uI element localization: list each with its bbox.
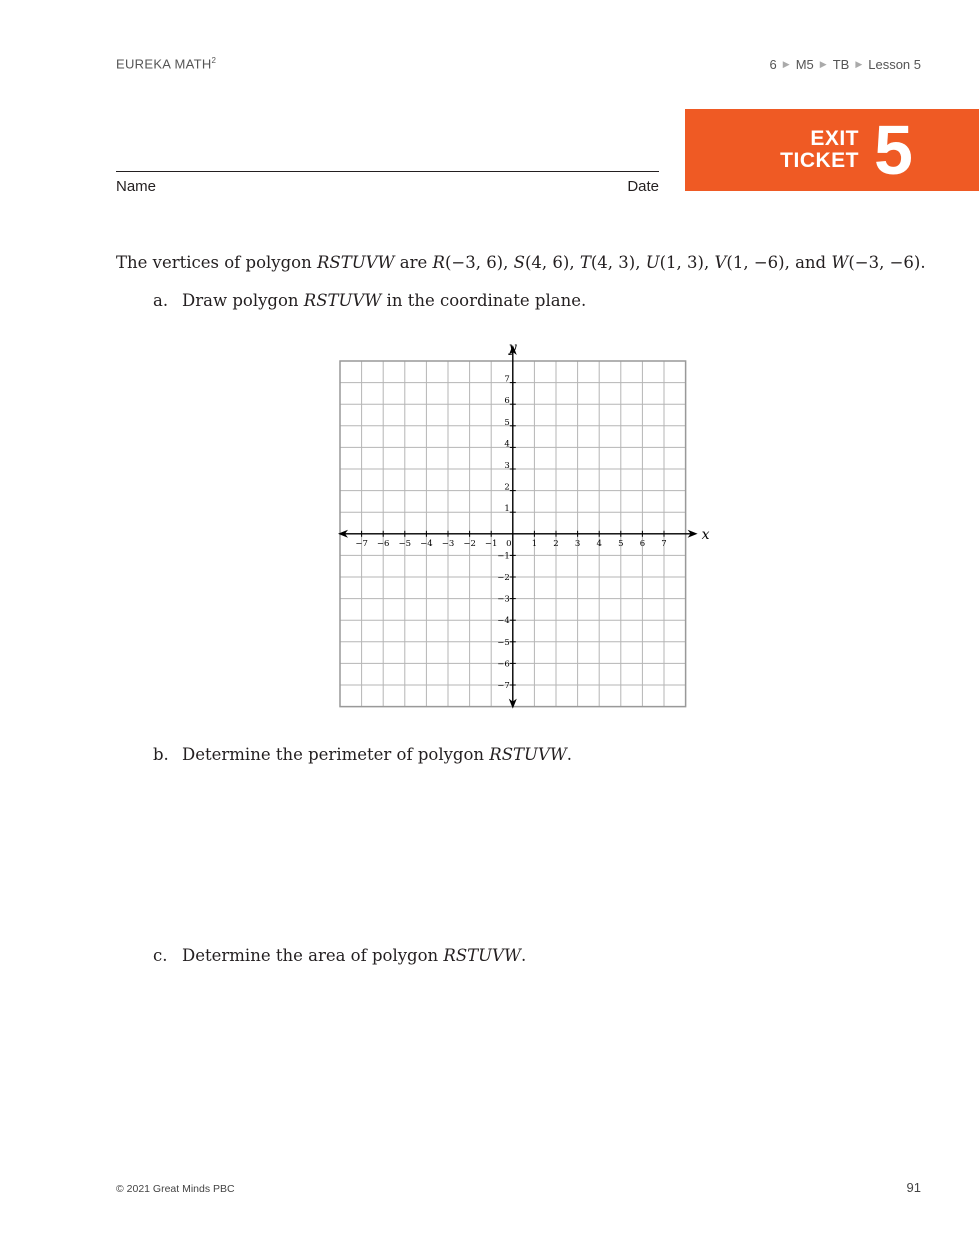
x-tick-label: −6 bbox=[376, 538, 390, 549]
breadcrumb-book: TB bbox=[832, 57, 850, 72]
breadcrumb-separator-icon: ▶ bbox=[782, 59, 790, 69]
y-tick-label: −2 bbox=[497, 573, 510, 583]
intro-text: The vertices of polygon bbox=[116, 253, 317, 272]
x-tick-label: 5 bbox=[618, 538, 624, 549]
separator: . bbox=[920, 253, 926, 272]
breadcrumb-separator-icon: ▶ bbox=[819, 59, 827, 69]
part-text: Draw polygon bbox=[182, 291, 304, 310]
exit-ticket-banner bbox=[685, 109, 979, 191]
exit-ticket-line1: EXIT bbox=[810, 127, 859, 150]
vertex-coord: (1, 3) bbox=[659, 253, 704, 272]
x-tick-label: 0 bbox=[506, 538, 512, 549]
vertex-coord: (4, 6) bbox=[524, 253, 570, 272]
y-tick-label: −4 bbox=[497, 616, 510, 627]
name-date-line[interactable] bbox=[116, 171, 659, 172]
breadcrumb-module: M5 bbox=[795, 57, 814, 72]
separator: , bbox=[569, 253, 580, 272]
y-tick-label: −5 bbox=[497, 637, 510, 648]
part-text: . bbox=[566, 745, 573, 764]
x-tick-label: −1 bbox=[484, 538, 498, 549]
part-letter: a. bbox=[153, 291, 169, 310]
polygon-name: RSTUVW bbox=[443, 946, 521, 965]
part-text: Determine the perimeter of polygon bbox=[182, 745, 490, 764]
part-b bbox=[153, 745, 572, 764]
separator: , bbox=[635, 253, 646, 272]
part-a bbox=[153, 291, 586, 310]
part-text: . bbox=[520, 946, 527, 965]
x-tick-label: 6 bbox=[639, 538, 646, 549]
vertex-coord: (1, −6) bbox=[726, 253, 785, 272]
x-tick-label: 1 bbox=[531, 538, 538, 549]
part-text: in the coordinate plane. bbox=[381, 291, 587, 310]
exit-ticket-line2: TICKET bbox=[780, 149, 859, 172]
breadcrumb bbox=[770, 57, 921, 72]
vertex-name: U bbox=[645, 253, 660, 272]
coordinate-plane[interactable] bbox=[330, 338, 710, 716]
x-tick-label: −3 bbox=[441, 538, 455, 549]
x-tick-label: 7 bbox=[661, 538, 667, 549]
breadcrumb-lesson: Lesson 5 bbox=[868, 57, 921, 72]
x-tick-label: −5 bbox=[398, 538, 412, 549]
y-tick-label: 3 bbox=[504, 461, 510, 471]
polygon-name: RSTUVW bbox=[317, 253, 395, 272]
y-tick-label: 5 bbox=[504, 417, 510, 428]
x-tick-label: 4 bbox=[596, 538, 602, 549]
separator: , bbox=[703, 253, 715, 272]
x-tick-label: −4 bbox=[420, 538, 433, 549]
x-tick-label: 2 bbox=[553, 538, 559, 549]
problem-statement bbox=[116, 253, 926, 272]
vertex-coord: (−3, −6) bbox=[848, 253, 921, 272]
separator: , bbox=[503, 253, 514, 272]
x-tick-label: 3 bbox=[574, 538, 581, 549]
vertex-coord: (−3, 6) bbox=[444, 253, 504, 272]
y-tick-label: −7 bbox=[497, 681, 510, 691]
brand-logo bbox=[116, 56, 216, 71]
x-tick-label: −7 bbox=[355, 538, 368, 549]
exit-ticket-number: 5 bbox=[874, 111, 913, 189]
y-axis-label: y bbox=[508, 340, 517, 356]
vertex-coord: (4, 3) bbox=[590, 253, 636, 272]
part-text: Determine the area of polygon bbox=[182, 946, 444, 965]
part-letter: b. bbox=[153, 745, 169, 764]
polygon-name: RSTUVW bbox=[303, 291, 382, 310]
part-c bbox=[153, 946, 526, 965]
y-tick-label: 7 bbox=[504, 374, 510, 385]
breadcrumb-grade: 6 bbox=[769, 57, 777, 72]
y-tick-label: −1 bbox=[497, 551, 510, 562]
x-axis-label: x bbox=[701, 526, 710, 543]
y-tick-label: 4 bbox=[504, 439, 510, 450]
vertex-name: V bbox=[714, 253, 727, 272]
y-tick-label: 1 bbox=[504, 504, 510, 515]
y-tick-label: 2 bbox=[504, 482, 510, 493]
intro-text: are bbox=[394, 253, 433, 272]
y-tick-label: −6 bbox=[497, 659, 510, 670]
x-tick-label: −2 bbox=[463, 538, 476, 549]
date-label: Date bbox=[627, 178, 659, 195]
brand-text: EUREKA MATH bbox=[116, 56, 212, 72]
vertex-name: W bbox=[831, 253, 849, 272]
name-label: Name bbox=[116, 178, 157, 195]
separator: , and bbox=[784, 253, 832, 272]
vertex-name: T bbox=[579, 253, 591, 272]
page-number: 91 bbox=[906, 1180, 921, 1195]
y-tick-label: −3 bbox=[497, 594, 510, 605]
polygon-name: RSTUVW bbox=[489, 745, 567, 764]
vertex-name: R bbox=[432, 253, 445, 272]
exit-ticket-title bbox=[780, 128, 859, 172]
y-tick-label: 6 bbox=[504, 396, 510, 407]
part-letter: c. bbox=[153, 946, 168, 965]
brand-superscript: 2 bbox=[211, 56, 217, 65]
copyright: © 2021 Great Minds PBC bbox=[116, 1183, 235, 1195]
breadcrumb-separator-icon: ▶ bbox=[855, 59, 863, 69]
vertex-name: S bbox=[513, 253, 525, 272]
